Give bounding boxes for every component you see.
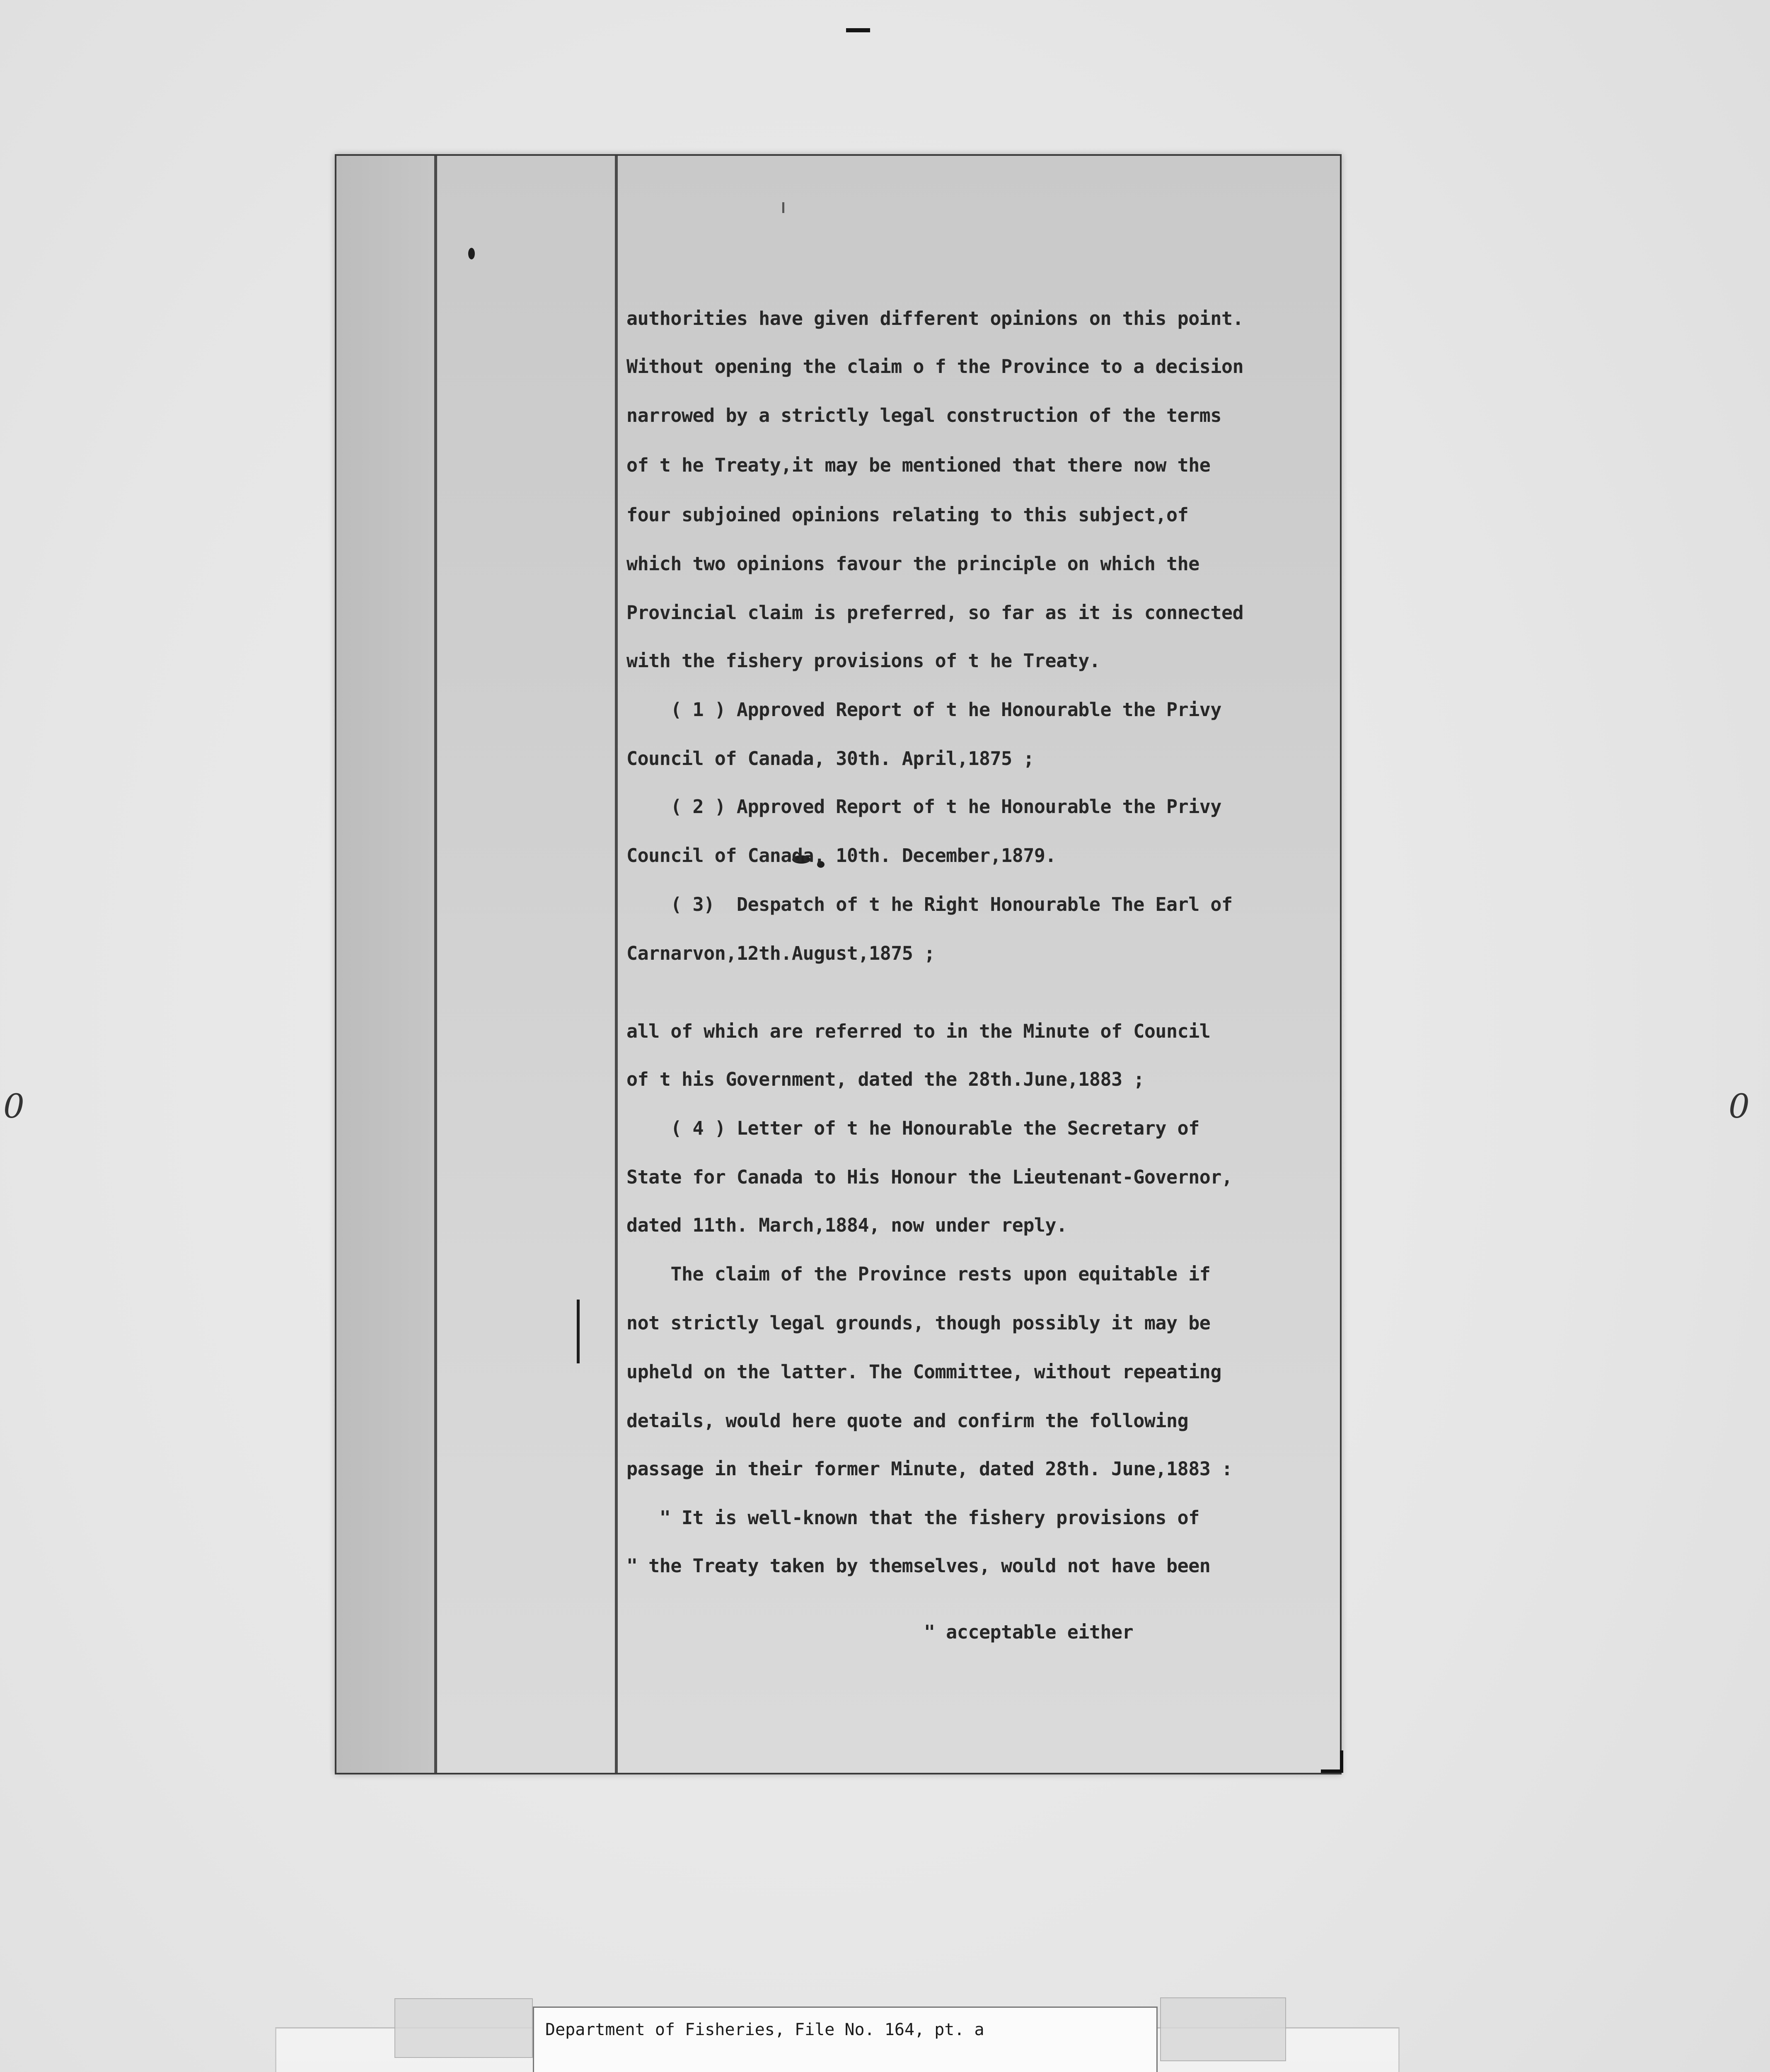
right-margin-mark: 0 <box>1729 1087 1750 1126</box>
ink-smudge <box>468 248 475 259</box>
margin-rule <box>615 156 618 1773</box>
file-reference-text: Department of Fisheries, File No. 164, pt. a <box>545 2020 984 2039</box>
text-line: Carnarvon,12th.August,1875 ; <box>626 942 935 964</box>
text-line: which two opinions favour the principle on which the <box>626 553 1199 575</box>
text-line: ( 2 ) Approved Report of t he Honourable the Privy <box>626 796 1221 818</box>
text-line: Without opening the claim o f the Province to a decision <box>626 356 1244 378</box>
text-line: with the fishery provisions of t he Treaty. <box>626 650 1100 672</box>
text-line: Council of Canada, 10th. December,1879. <box>626 845 1057 867</box>
margin-bar-mark <box>577 1300 580 1363</box>
text-line: ( 1 ) Approved Report of t he Honourable the Privy <box>626 699 1221 721</box>
text-line: all of which are referred to in the Minute of Council <box>626 1020 1211 1042</box>
text-line: ( 4 ) Letter of t he Honourable the Secretary of <box>626 1117 1199 1139</box>
binding-rule <box>434 156 437 1773</box>
text-line: ( 3) Despatch of t he Right Honourable The Earl of <box>626 893 1233 915</box>
left-margin-mark: 0 <box>3 1087 24 1126</box>
text-line: four subjoined opinions relating to this subject,of <box>626 504 1189 526</box>
text-line: Provincial claim is preferred, so far as it is connected <box>626 602 1244 624</box>
text-line: of t his Government, dated the 28th.June,1883 ; <box>626 1068 1144 1090</box>
tape-strip <box>1160 1997 1286 2061</box>
text-line: passage in their former Minute, dated 28th. June,1883 : <box>626 1458 1233 1480</box>
text-line: Council of Canada, 30th. April,1875 ; <box>626 748 1034 770</box>
document-sheet <box>335 154 1342 1774</box>
text-line: details, would here quote and confirm the following <box>626 1410 1189 1432</box>
text-line: " the Treaty taken by themselves, would not have been <box>626 1555 1211 1577</box>
text-line: " It is well-known that the fishery provisions of <box>626 1507 1199 1529</box>
binding-strip <box>336 156 434 1773</box>
text-line: " acceptable either <box>626 1621 1134 1643</box>
text-line: State for Canada to His Honour the Lieutenant-Governor, <box>626 1166 1233 1188</box>
top-frame-mark <box>846 28 870 32</box>
text-line: The claim of the Province rests upon equitable if <box>626 1263 1211 1285</box>
text-line: dated 11th. March,1884, now under reply. <box>626 1214 1067 1236</box>
page-corner-mark <box>1321 1750 1343 1773</box>
text-line: narrowed by a strictly legal construction of the terms <box>626 404 1221 426</box>
text-line: authorities have given different opinions on this point. <box>626 307 1244 329</box>
text-line: upheld on the latter. The Committee, without repeating <box>626 1361 1221 1383</box>
paper-tick-mark <box>782 202 784 213</box>
file-reference-slip <box>533 2007 1158 2072</box>
text-line: of t he Treaty,it may be mentioned that there now the <box>626 454 1211 476</box>
text-line: not strictly legal grounds, though possibly it may be <box>626 1312 1211 1334</box>
tape-strip <box>394 1998 533 2058</box>
